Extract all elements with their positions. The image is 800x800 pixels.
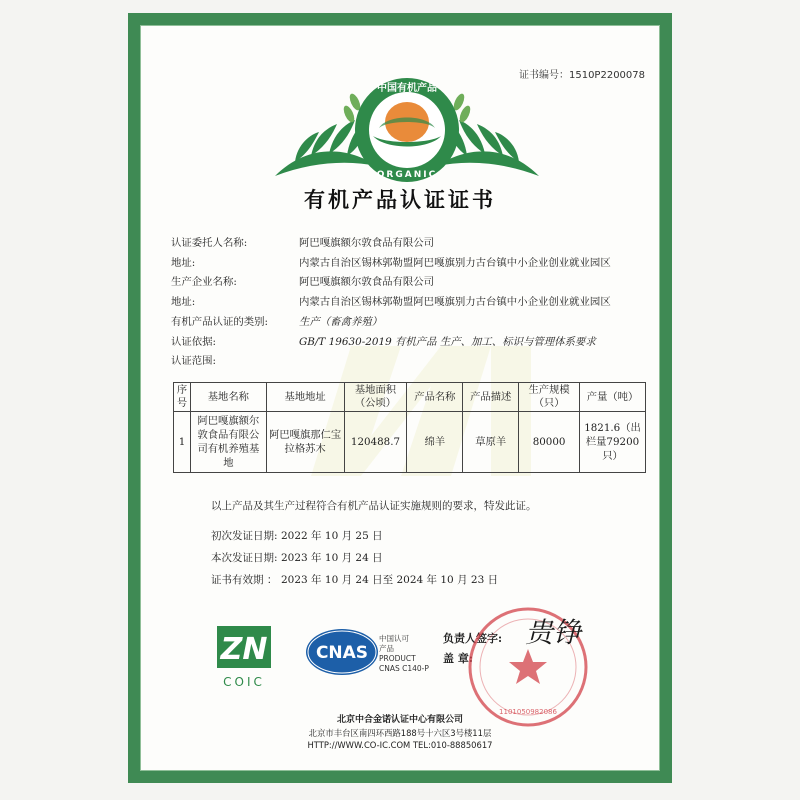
- field-value: 内蒙古自治区锡林郭勒盟阿巴嘎旗别力古台镇中小企业创业就业园区: [299, 296, 611, 309]
- cnas-caption-line: 产品: [379, 644, 394, 653]
- seal-label: 盖 章:: [443, 652, 473, 665]
- table-cell: 草原羊: [463, 412, 519, 473]
- certificate-dates: [211, 525, 498, 591]
- table-cell: 120488.7: [344, 412, 407, 473]
- table-header: 产品描述: [463, 383, 519, 412]
- table-row: [174, 412, 646, 473]
- emblem-organic-text: ORGANIC: [376, 170, 438, 180]
- date-label: 初次发证日期:: [211, 530, 278, 542]
- issuer-block: [141, 714, 659, 752]
- field-value: 阿巴嘎旗额尔敦食品有限公司: [299, 276, 435, 289]
- field-row: [171, 234, 611, 254]
- field-row: [171, 313, 611, 333]
- field-row: [171, 254, 611, 274]
- certificate-title: 有机产品认证证书: [304, 188, 496, 212]
- field-row: [171, 273, 611, 293]
- field-label: 认证依据:: [171, 335, 217, 348]
- signature-text: 贵铮: [524, 616, 582, 649]
- certificate-number: 证书编号：1510P2200078: [518, 70, 645, 81]
- organic-emblem: [267, 74, 547, 189]
- issuer-name: 北京中合金诺认证中心有限公司: [336, 715, 463, 725]
- field-label: 认证范围:: [171, 355, 217, 368]
- field-value: 内蒙古自治区锡林郭勒盟阿巴嘎旗别力古台镇中小企业创业就业园区: [299, 256, 611, 269]
- table-header: 基地地址: [266, 383, 344, 412]
- field-label: 认证委托人名称:: [171, 237, 248, 249]
- field-row: [171, 352, 611, 372]
- certificate-frame: [128, 13, 672, 783]
- table-header: 序号: [174, 383, 191, 412]
- table-cell: 绵羊: [407, 412, 463, 473]
- cnas-text: CNAS: [315, 643, 369, 663]
- emblem-arc-text: 中国有机产品: [377, 83, 437, 94]
- field-row: [171, 333, 611, 353]
- date-value: 2023 年 10 月 24 日: [281, 552, 383, 564]
- date-value: 2022 年 10 月 25 日: [281, 530, 383, 542]
- coic-logo: [213, 620, 275, 692]
- field-value: 阿巴嘎旗额尔敦食品有限公司: [299, 237, 435, 249]
- table-header: 产量（吨）: [580, 383, 646, 412]
- date-label: 证书有效期 ：: [211, 574, 278, 586]
- date-row: [211, 569, 498, 591]
- field-label: 地址:: [171, 296, 196, 309]
- table-header-row: [174, 383, 646, 412]
- table-cell: 80000: [519, 412, 580, 473]
- coic-mark-text: ZN: [220, 632, 268, 667]
- cnas-caption-line: CNAS C140-P: [379, 664, 429, 673]
- certification-statement: 以上产品及其生产过程符合有机产品认证实施规则的要求，特发此证。: [211, 500, 537, 512]
- signer-label: 负责人签字:: [443, 632, 503, 645]
- seal-number: 1101050982086: [499, 708, 557, 716]
- table-cell: 阿巴嘎旗额尔敦食品有限公司有机养殖基地: [190, 412, 266, 473]
- date-row: [211, 547, 498, 569]
- table-header: 基地名称: [190, 383, 266, 412]
- date-value: 2023 年 10 月 24 日至 2024 年 10 月 23 日: [281, 574, 499, 586]
- table-header: 产品名称: [407, 383, 463, 412]
- certificate-paper: [140, 25, 660, 771]
- table-cell: 1821.6（出栏量79200只）: [580, 412, 646, 473]
- cnas-caption: [379, 634, 429, 674]
- date-row: [211, 525, 498, 547]
- field-label: 生产企业名称:: [171, 276, 237, 289]
- issuer-address: 北京市丰台区南四环西路188号十六区3号楼11层: [308, 727, 492, 738]
- table-cell: 阿巴嘎旗那仁宝拉格苏木: [266, 412, 344, 473]
- cnas-caption-line: PRODUCT: [379, 654, 416, 663]
- field-label: 地址:: [171, 256, 196, 269]
- date-label: 本次发证日期:: [211, 552, 278, 564]
- field-value: GB/T 19630-2019 有机产品 生产、加工、标识与管理体系要求: [299, 335, 596, 348]
- certification-scope-table: [173, 382, 646, 473]
- table-header: 基地面积（公顷）: [344, 383, 407, 412]
- field-row: [171, 293, 611, 313]
- issuer-contact: HTTP://WWW.CO-IC.COM TEL:010-88850617: [307, 740, 493, 750]
- cnas-caption-line: 中国认可: [379, 634, 409, 643]
- handwritten-signature: [509, 612, 597, 650]
- field-label: 有机产品认证的类别:: [171, 315, 269, 328]
- field-value: 生产（畜禽养殖）: [299, 315, 383, 328]
- table-header: 生产规模（只）: [519, 383, 580, 412]
- certificate-fields: [171, 234, 611, 372]
- table-cell: 1: [174, 412, 191, 473]
- coic-text: COIC: [223, 675, 265, 689]
- cnas-logo: [303, 626, 381, 678]
